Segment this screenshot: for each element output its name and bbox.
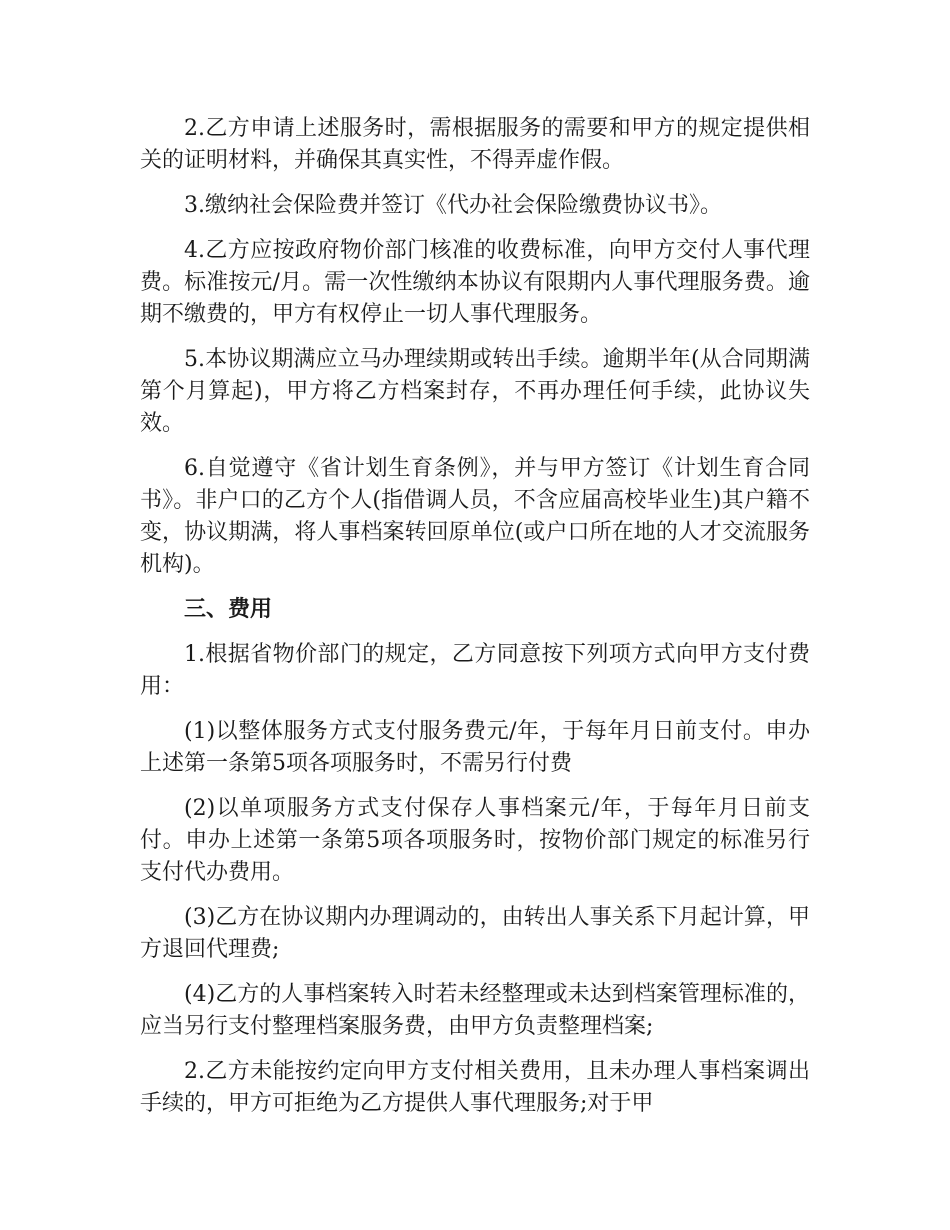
paragraph-fees-1-item-2: (2)以单项服务方式支付保存人事档案元/年，于每年月日前支付。申办上述第一条第5项各项服务时，按物价部门规定的标准另行支付代办费用。: [140, 796, 810, 885]
paragraph-fees-1-item-3: (3)乙方在协议期内办理调动的，由转出人事关系下月起计算，甲方退回代理费;: [140, 905, 810, 962]
paragraph-fees-1-item-4: (4)乙方的人事档案转入时若未经整理或未达到档案管理标准的，应当另行支付整理档案服务费，由甲方负责整理档案;: [140, 982, 810, 1039]
paragraph-fees-1-item-1: (1)以整体服务方式支付服务费元/年，于每年月日前支付。申办上述第一条第5项各项服务时，不需另行付费: [140, 719, 810, 776]
paragraph-fees-1: 1.根据省物价部门的规定，乙方同意按下列项方式向甲方支付费用：: [140, 642, 810, 699]
paragraph-fees-2: 2.乙方未能按约定向甲方支付相关费用，且未办理人事档案调出手续的，甲方可拒绝为乙方提供人事代理服务;对于甲: [140, 1059, 810, 1116]
paragraph-clause-5: 5.本协议期满应立马办理续期或转出手续。逾期半年(从合同期满第个月算起)，甲方将乙方档案封存，不再办理任何手续，此协议失效。: [140, 347, 810, 436]
paragraph-clause-4: 4.乙方应按政府物价部门核准的收费标准，向甲方交付人事代理费。标准按元/月。需一次性缴纳本协议有限期内人事代理服务费。逾期不缴费的，甲方有权停止一切人事代理服务。: [140, 238, 810, 327]
section-heading-fees: 三、费用: [184, 597, 273, 622]
paragraph-clause-3: 3.缴纳社会保险费并签订《代办社会保险缴费协议书》。: [184, 193, 722, 218]
paragraph-clause-2: 2.乙方申请上述服务时，需根据服务的需要和甲方的规定提供相关的证明材料，并确保其真实性，不得弄虚作假。: [140, 116, 810, 173]
paragraph-clause-6: 6.自觉遵守《省计划生育条例》，并与甲方签订《计划生育合同书》。非户口的乙方个人(指借调人员，不含应届高校毕业生)其户籍不变，协议期满，将人事档案转回原单位(或户口所在地的人才交流服务机构)。: [140, 456, 810, 577]
